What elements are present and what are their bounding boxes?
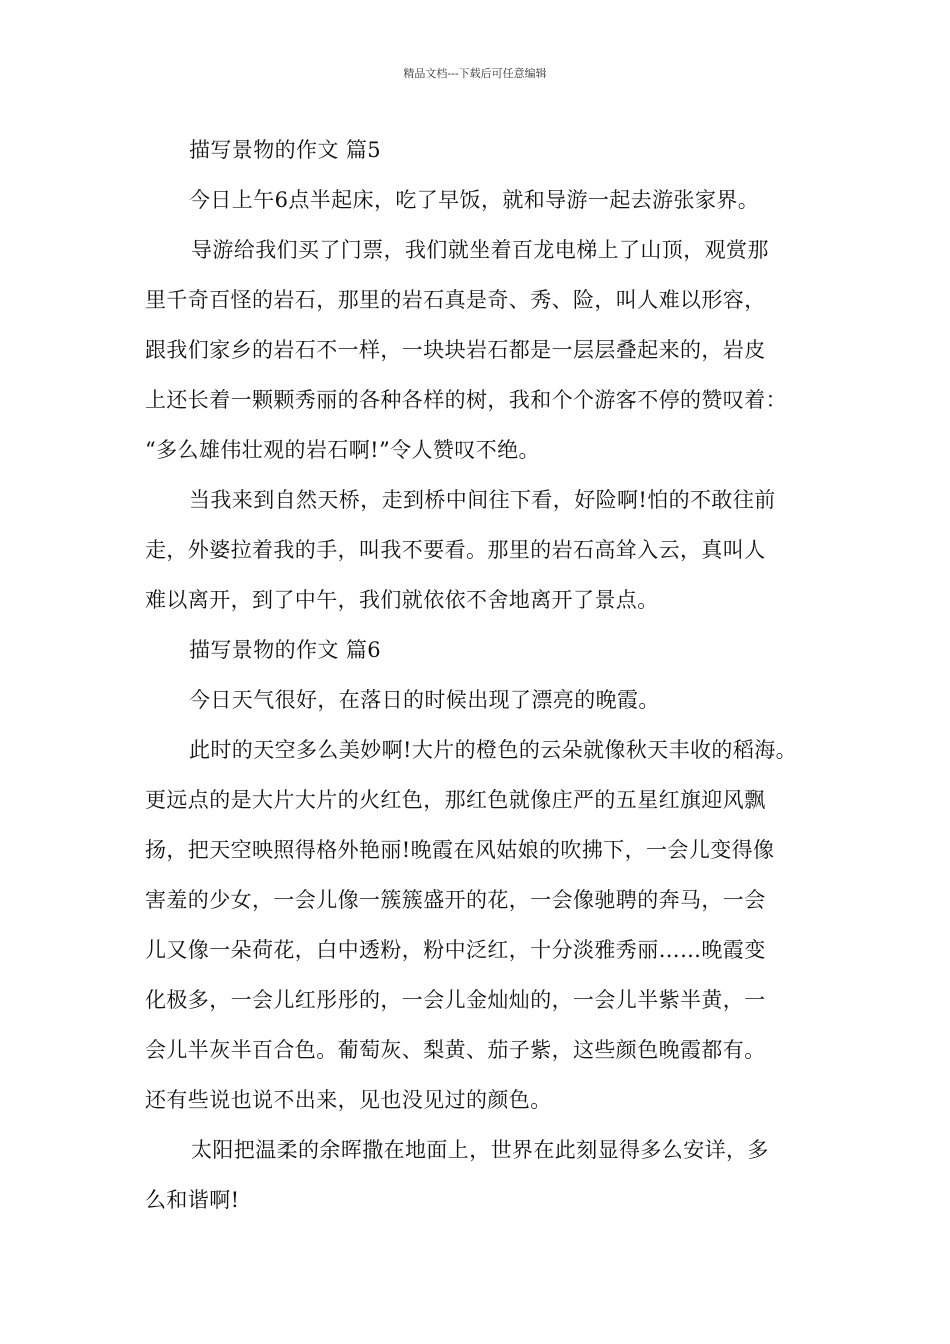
page-header: 精品文档---下载后可任意编辑 bbox=[403, 67, 547, 80]
paragraph-line: 害羞的少女，一会儿像一簇簇盛开的花，一会像驰聘的奔马，一会 bbox=[145, 888, 766, 912]
paragraph-line: 此时的天空多么美妙啊!大片的橙色的云朵就像秋天丰收的稻海。 bbox=[189, 738, 798, 762]
paragraph-line: 当我来到自然天桥，走到桥中间往下看，好险啊!怕的不敢往前 bbox=[189, 488, 776, 512]
paragraph-line: 更远点的是大片大片的火红色，那红色就像庄严的五星红旗迎风飘 bbox=[145, 788, 766, 812]
paragraph-line: 太阳把温柔的余晖撒在地面上，世界在此刻显得多么安详，多 bbox=[191, 1138, 769, 1162]
paragraph-line: 会儿半灰半百合色。葡萄灰、梨黄、茄子紫，这些颜色晚霞都有。 bbox=[145, 1038, 766, 1062]
paragraph-line: “多么雄伟壮观的岩石啊!”令人赞叹不绝。 bbox=[145, 438, 540, 462]
paragraph-line: 扬，把天空映照得格外艳丽!晚霞在风姑娘的吹拂下，一会儿变得像 bbox=[145, 838, 775, 862]
section-heading-6: 描写景物的作文 篇6 bbox=[189, 638, 382, 662]
section-heading-5: 描写景物的作文 篇5 bbox=[189, 138, 382, 162]
paragraph-line: 跟我们家乡的岩石不一样，一块块岩石都是一层层叠起来的，岩皮 bbox=[145, 338, 766, 362]
paragraph-line: 今日天气很好，在落日的时候出现了漂亮的晚霞。 bbox=[189, 688, 660, 712]
document-body bbox=[145, 125, 810, 1225]
paragraph-line: 儿又像一朵荷花，白中透粉，粉中泛红，十分淡雅秀丽……晚霞变 bbox=[145, 938, 766, 962]
paragraph-line: 导游给我们买了门票，我们就坐着百龙电梯上了山顶，观赏那 bbox=[191, 238, 769, 262]
paragraph-line: 难以离开，到了中午，我们就依依不舍地离开了景点。 bbox=[145, 588, 659, 612]
paragraph-line: 还有些说也说不出来，见也没见过的颜色。 bbox=[145, 1088, 552, 1112]
paragraph-line: 上还长着一颗颗秀丽的各种各样的树，我和个个游客不停的赞叹着： bbox=[145, 388, 787, 412]
paragraph-line: 里千奇百怪的岩石，那里的岩石真是奇、秀、险，叫人难以形容， bbox=[145, 288, 766, 312]
paragraph-line: 化极多，一会儿红彤彤的，一会儿金灿灿的，一会儿半紫半黄，一 bbox=[145, 988, 766, 1012]
paragraph-line: 今日上午6点半起床，吃了早饭，就和导游一起去游张家界。 bbox=[189, 188, 760, 212]
paragraph-line: 么和谐啊! bbox=[145, 1188, 240, 1212]
paragraph-line: 走，外婆拉着我的手，叫我不要看。那里的岩石高耸入云，真叫人 bbox=[145, 538, 766, 562]
